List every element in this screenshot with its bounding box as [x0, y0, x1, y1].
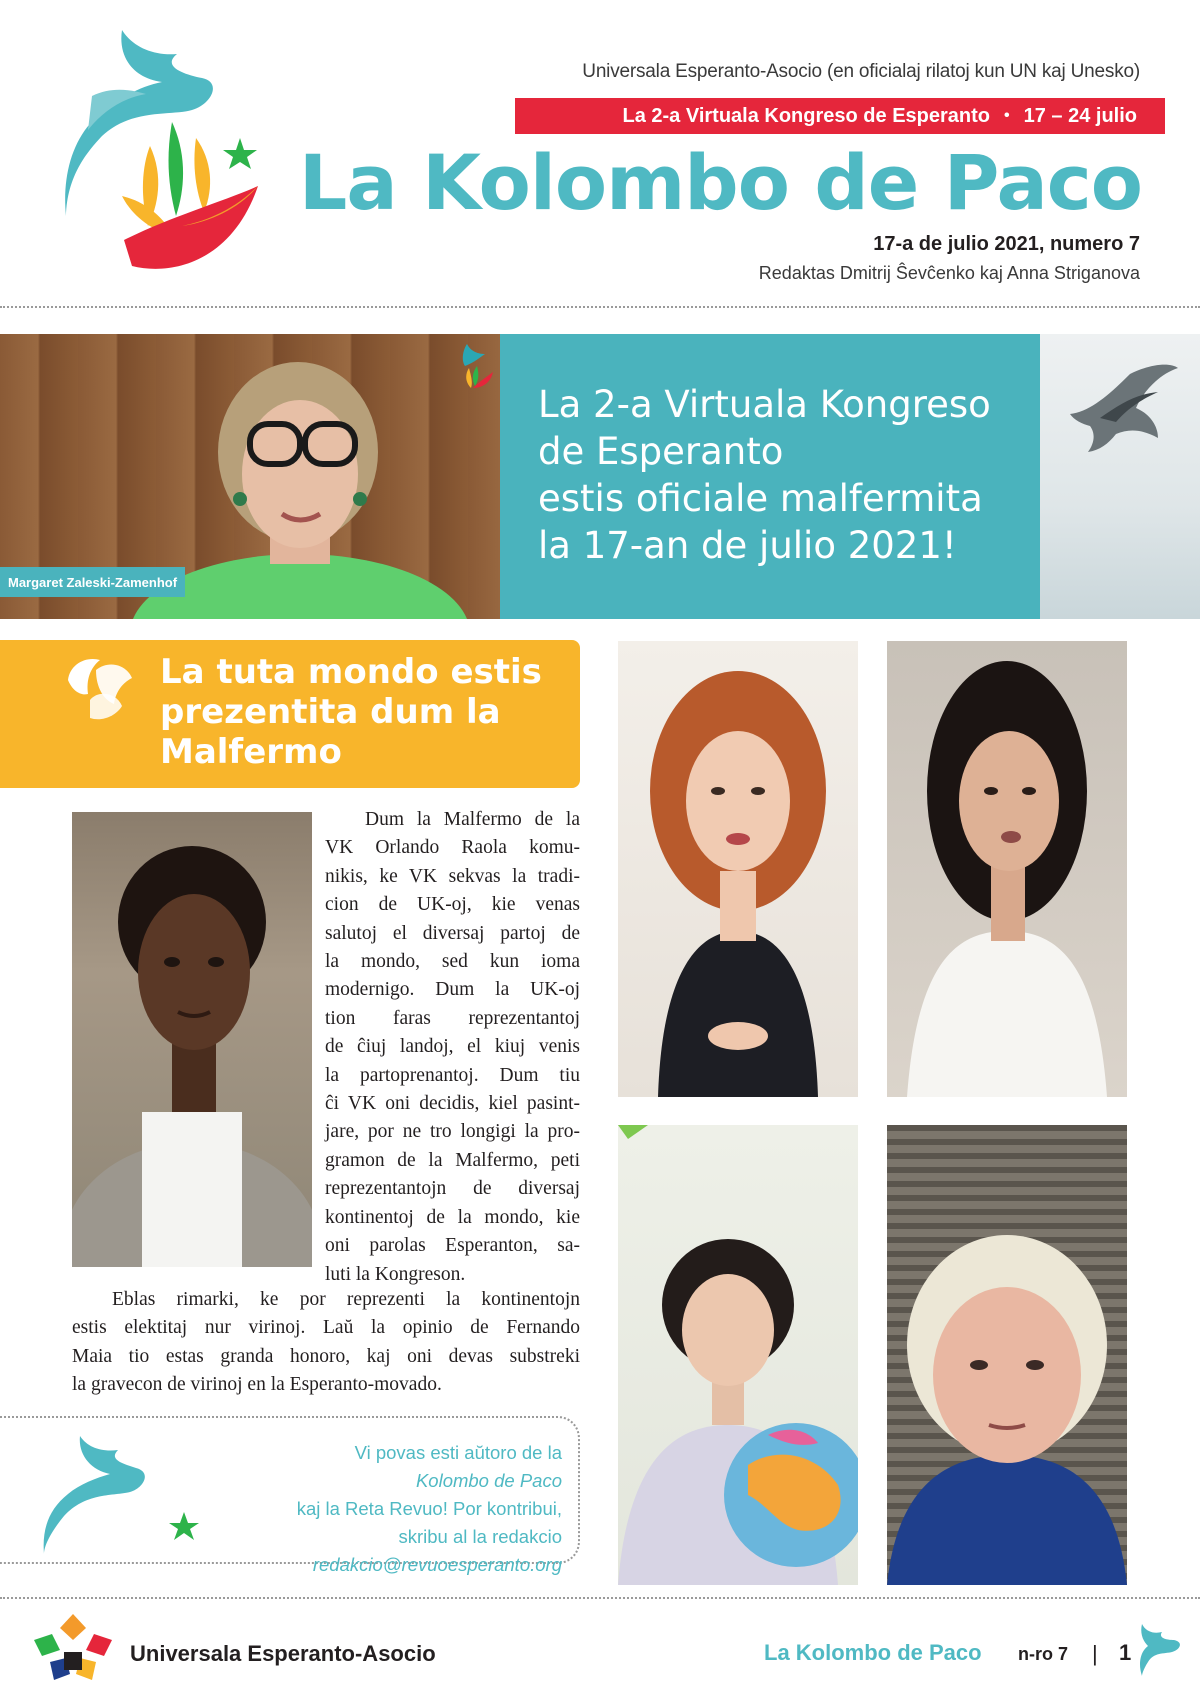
- representative-photo-globe: [618, 1125, 858, 1585]
- footer-divider: [0, 1597, 1200, 1599]
- hero-dove-photo: [1040, 334, 1200, 619]
- article-line: jare, por ne tro longigi la pro-: [325, 1121, 580, 1143]
- people-group-icon: [60, 650, 140, 730]
- contribute-line: kaj la Reta Revuo! Por kontribui,: [296, 1498, 562, 1519]
- article-line: salutoj el diversaj partoj de: [325, 922, 580, 944]
- article-line: gramon de la Malfermo, peti: [325, 1149, 580, 1171]
- newsletter-title: La Kolombo de Paco: [298, 138, 1142, 227]
- article-line: Maia tio estas granda honoro, kaj oni devas substreki: [72, 1345, 580, 1367]
- article-line: Dum la Malfermo de la: [365, 809, 580, 830]
- hero-headline-line: la 17-an de julio 2021!: [538, 524, 957, 567]
- representative-photo-red-hair: [618, 641, 858, 1097]
- footer-newsletter-name: La Kolombo de Paco: [764, 1640, 982, 1665]
- article-line: reprezentantojn de diversaj: [325, 1178, 580, 1200]
- issue-date: 17-a de julio 2021, numero 7: [873, 233, 1140, 255]
- representative-photo-dark-hair: [887, 641, 1127, 1097]
- newsletter-name-italic: Kolombo de Paco: [415, 1470, 562, 1491]
- article-line: tion faras reprezentantoj: [325, 1007, 580, 1029]
- congress-banner: [515, 98, 1165, 134]
- hero-headline: [538, 381, 1008, 569]
- article-line: luti la Kongreson.: [325, 1263, 466, 1285]
- contribute-line: skribu al la redakcio: [398, 1526, 562, 1547]
- woman-with-globe-illustration: [618, 1125, 858, 1585]
- hero-headline-line: de Esperanto: [538, 430, 784, 473]
- article-line: estis elektitaj nur virinoj. Laŭ la opinio de Fernando: [72, 1317, 580, 1339]
- article-line: VK Orlando Raola komu-: [325, 837, 580, 859]
- footer-organization: Universala Esperanto-Asocio: [130, 1641, 436, 1666]
- article-title-line: Malfermo: [160, 732, 342, 772]
- speaker-name-label: Margaret Zaleski-Zamenhof: [0, 567, 185, 597]
- article-body-narrow: [325, 806, 580, 1289]
- dove-logo-icon: [62, 26, 282, 296]
- footer-issue-number: n-ro 7: [1018, 1644, 1069, 1664]
- article-header: [0, 640, 580, 788]
- article-line: modernigo. Dum la UK-oj: [325, 979, 580, 1001]
- article-line: oni parolas Esperanton, sa-: [325, 1235, 580, 1257]
- article-title: [160, 652, 560, 772]
- hero-speaker-photo: [0, 334, 500, 619]
- article-photo-representative: [72, 812, 312, 1267]
- article-line: Eblas rimarki, ke por reprezenti la kontinentojn: [112, 1289, 580, 1310]
- header-divider: [0, 306, 1200, 308]
- contribute-line-prefix: Vi povas esti aŭtoro de la: [354, 1442, 562, 1463]
- article-body-wide: [72, 1286, 580, 1400]
- article-line: la mondo, sed kun ioma: [325, 951, 580, 973]
- article-line: nikis, ke VK sekvas la tradi-: [325, 865, 580, 887]
- representative-photo-blinds: [887, 1125, 1127, 1585]
- flying-dove-icon: [1040, 334, 1200, 619]
- hero-headline-line: estis oficiale malfermita: [538, 477, 983, 520]
- congress-name: La 2-a Virtuala Kongreso de Esperanto: [622, 104, 990, 127]
- article-title-line: La tuta mondo estis: [160, 652, 542, 692]
- article-line: cion de UK-oj, kie venas: [325, 894, 580, 916]
- article-line: ĉi VK oni decidis, kiel pasint-: [325, 1093, 580, 1115]
- uea-logo-icon: [30, 1610, 116, 1690]
- contribute-text: [140, 1439, 562, 1579]
- article-line: la partoprenantoj. Dum tiu: [325, 1064, 580, 1086]
- page-number: 1: [1119, 1640, 1132, 1665]
- article-line: kontinentoj de la mondo, kie: [325, 1206, 580, 1228]
- congress-bullet: •: [1004, 107, 1010, 124]
- footer-separator: |: [1092, 1641, 1098, 1666]
- article-line: la gravecon de virinoj en la Esperanto-movado.: [72, 1374, 442, 1396]
- congress-dates: 17 – 24 julio: [1023, 104, 1137, 127]
- editorial-email[interactable]: redakcio@revuoesperanto.org: [312, 1554, 562, 1575]
- editorial-email-link[interactable]: [140, 1551, 562, 1579]
- editors-line: Redaktas Dmitrij Ŝevĉenko kaj Anna Striganova: [758, 263, 1140, 283]
- contribute-line: [140, 1439, 562, 1495]
- congress-logo-icon: [455, 342, 495, 390]
- woman-portrait-illustration: [72, 812, 312, 1267]
- dove-icon: [1130, 1618, 1190, 1678]
- hero-banner: [0, 334, 1200, 619]
- article-line: de ĉiuj landoj, el kiuj venis: [325, 1036, 580, 1058]
- woman-portrait-illustration: [618, 641, 858, 1097]
- article-title-line: prezentita dum la: [160, 692, 501, 732]
- woman-portrait-illustration: [887, 641, 1127, 1097]
- hero-headline-line: La 2-a Virtuala Kongreso: [538, 383, 991, 426]
- organization-subtitle: Universala Esperanto-Asocio (en oficialaj rilatoj kun UN kaj Unesko): [582, 61, 1140, 82]
- older-woman-portrait-illustration: [887, 1125, 1127, 1585]
